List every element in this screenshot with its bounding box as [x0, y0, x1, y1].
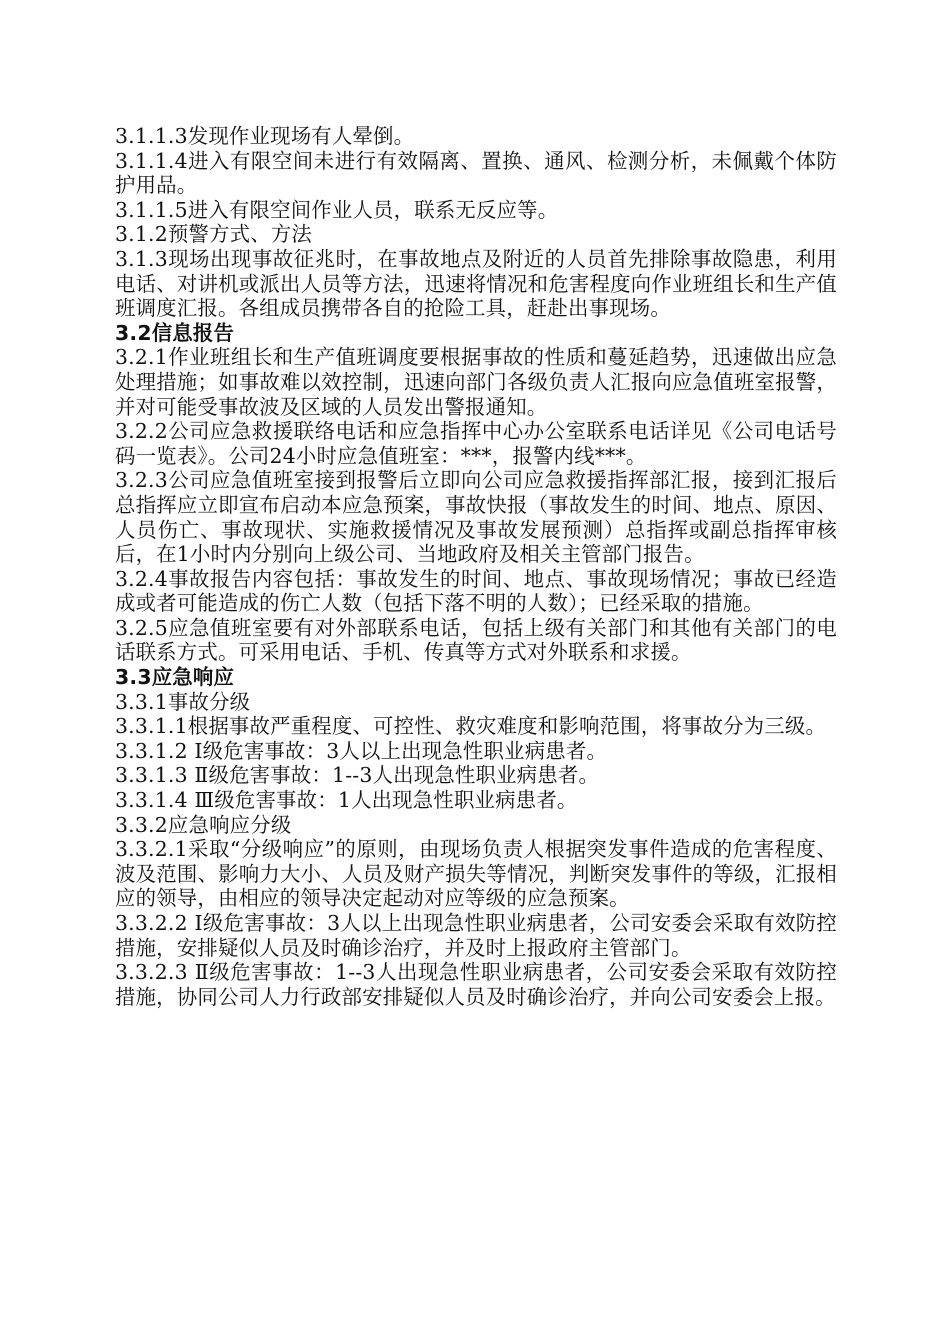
paragraph-3-2-1: 3.2.1作业班组长和生产值班调度要根据事故的性质和蔓延趋势，迅速做出应急处理措施；如事故难以效控制，迅速向部门各级负责人汇报向应急值班室报警，并对可能受事故波及区域的人员发出警报通知。 — [115, 345, 837, 419]
paragraph-3-1-1-3: 3.1.1.3发现作业现场有人晕倒。 — [115, 124, 415, 148]
paragraph-3-3-2-3: 3.3.2.3 Ⅱ级危害事故：1--3人出现急性职业病患者，公司安委会采取有效防控措施，协同公司人力行政部安排疑似人员及时确诊治疗，并向公司安委会上报。 — [115, 960, 837, 1009]
paragraph-3-3-2-2: 3.3.2.2 Ⅰ级危害事故：3人以上出现急性职业病患者，公司安委会采取有效防控措施，安排疑似人员及时确诊治疗，并及时上报政府主管部门。 — [115, 911, 837, 960]
paragraph-3-3-2: 3.3.2应急响应分级 — [115, 812, 292, 837]
paragraph-3-1-2: 3.1.2预警方式、方法 — [115, 222, 313, 247]
paragraph-3-2-5: 3.2.5应急值班室要有对外部联系电话，包括上级有关部门和其他有关部门的电话联系方式。可采用电话、手机、传真等方式对外联系和求援。 — [115, 615, 837, 665]
paragraph-3-3-1-1: 3.3.1.1根据事故严重程度、可控性、救灾难度和影响范围，将事故分为三级。 — [115, 714, 827, 739]
paragraph-3-3-1-4: 3.3.1.4 Ⅲ级危害事故：1人出现急性职业病患者。 — [115, 788, 578, 813]
paragraph-3-3-2-1: 3.3.2.1采取“分级响应”的原则，由现场负责人根据突发事件造成的危害程度、波及范围、影响力大小、人员及财产损失等情况，判断突发事件的等级，汇报相应的领导，由相应的领导决定起动对应等级的应急预案。 — [115, 837, 837, 911]
paragraph-3-2-3: 3.2.3公司应急值班室接到报警后立即向公司应急救援指挥部汇报，接到汇报后总指挥应立即宣布启动本应急预案，事故快报（事故发生的时间、地点、原因、人员伤亡、事故现状、实施救援情况及事故发展预测）总指挥或副总指挥审核后，在1小时内分别向上级公司、当地政府及相关主管部门报告。 — [115, 468, 837, 567]
section-heading-3-3: 3.3应急响应 — [115, 665, 235, 690]
paragraph-3-1-3: 3.1.3现场出现事故征兆时，在事故地点及附近的人员首先排除事故隐患，利用电话、对讲机或派出人员等方法，迅速将情况和危害程度向作业班组长和生产值班调度汇报。各组成员携带各自的抢险工具，赶赴出事现场。 — [115, 246, 837, 321]
paragraph-3-2-2: 3.2.2公司应急救援联络电话和应急指挥中心办公室联系电话详见《公司电话号码一览表》。公司24小时应急值班室：***，报警内线***。 — [115, 419, 837, 468]
paragraph-3-3-1: 3.3.1事故分级 — [115, 689, 251, 714]
paragraph-3-1-1-4: 3.1.1.4进入有限空间未进行有效隔离、置换、通风、检测分析，未佩戴个体防护用品。 — [115, 148, 837, 198]
document-page — [115, 124, 837, 1009]
paragraph-3-1-1-5: 3.1.1.5进入有限空间作业人员，联系无反应等。 — [115, 197, 559, 222]
paragraph-3-3-1-3: 3.3.1.3 Ⅱ级危害事故：1--3人出现急性职业病患者。 — [115, 763, 600, 788]
paragraph-3-2-4: 3.2.4事故报告内容包括：事故发生的时间、地点、事故现场情况；事故已经造成或者可能造成的伤亡人数（包括下落不明的人数）；已经采取的措施。 — [115, 566, 837, 616]
paragraph-3-3-1-2: 3.3.1.2 Ⅰ级危害事故：3人以上出现急性职业病患者。 — [115, 738, 608, 763]
section-heading-3-2: 3.2信息报告 — [115, 320, 235, 345]
